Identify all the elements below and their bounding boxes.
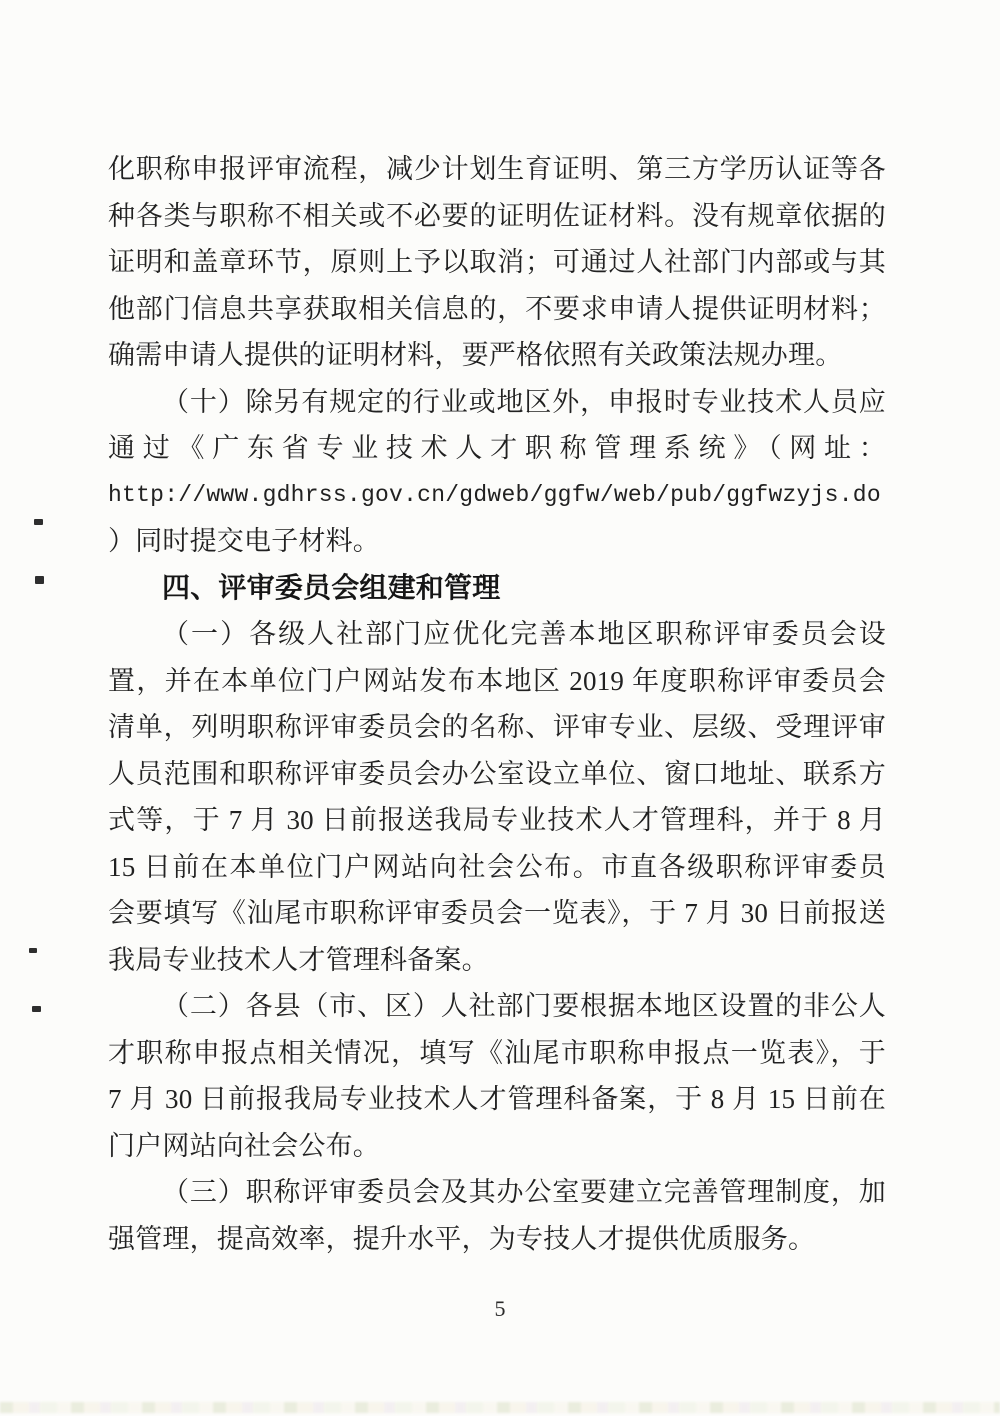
url-line: http://www.gdhrss.gov.cn/gdweb/ggfw/web/pub/ggfwzyjs.do	[108, 481, 881, 508]
text-line: 强管理，提高效率，提升水平，为专技人才提供优质服务。	[108, 1223, 816, 1254]
text-line: 门户网站向社会公布。	[108, 1130, 380, 1161]
text-line: 证明和盖章环节，原则上予以取消；可通过人社部门内部或与其	[108, 247, 886, 277]
text-line: 15 日前在本单位门户网站向社会公布。市直各级职称评审委员	[108, 851, 886, 882]
text-line: 他部门信息共享获取相关信息的，不要求申请人提供证明材料；	[108, 293, 886, 324]
text-line: 式等，于 7 月 30 日前报送我局专业技术人才管理科，并于 8 月	[108, 805, 886, 835]
scan-speck-mark	[29, 948, 37, 953]
text-line: 才职称申报点相关情况，填写《汕尾市职称申报点一览表》，于	[108, 1037, 886, 1068]
scan-edge-noise	[0, 1402, 1000, 1413]
text-line: （三）职称评审委员会及其办公室要建立完善管理制度，加	[162, 1177, 886, 1207]
text-line: 清单，列明职称评审委员会的名称、评审专业、层级、受理评审	[108, 712, 886, 742]
page-number: 5	[494, 1296, 506, 1321]
text-line: ）同时提交电子材料。	[108, 526, 380, 556]
text-line: 7 月 30 日前报我局专业技术人才管理科备案，于 8 月 15 日前在	[108, 1084, 886, 1114]
text-line: 确需申请人提供的证明材料，要严格依照有关政策法规办理。	[108, 340, 843, 370]
text-line: 我局专业技术人才管理科备案。	[108, 944, 489, 975]
text-line: 会要填写《汕尾市职称评审委员会一览表》，于 7 月 30 日前报送	[108, 898, 886, 928]
text-line: 通过《广东省专业技术人才职称管理系统》（网址：	[108, 433, 886, 463]
section-heading: 四、评审委员会组建和管理	[162, 571, 501, 603]
text-line: （十）除另有规定的行业或地区外，申报时专业技术人员应	[162, 386, 886, 417]
text-line: （一）各级人社部门应优化完善本地区职称评审委员会设	[162, 619, 886, 649]
scan-speck-mark	[32, 1006, 41, 1012]
text-line: 化职称申报评审流程，减少计划生育证明、第三方学历认证等各	[108, 154, 886, 184]
text-line: 种各类与职称不相关或不必要的证明佐证材料。没有规章依据的	[108, 200, 886, 231]
scan-speck-mark	[35, 576, 44, 584]
text-line: 置，并在本单位门户网站发布本地区 2019 年度职称评审委员会	[108, 665, 886, 696]
text-line: （二）各县（市、区）人社部门要根据本地区设置的非公人	[162, 991, 886, 1021]
scan-speck-mark	[34, 519, 43, 525]
document-body	[108, 146, 886, 1262]
text-line: 人员范围和职称评审委员会办公室设立单位、窗口地址、联系方	[108, 758, 886, 789]
